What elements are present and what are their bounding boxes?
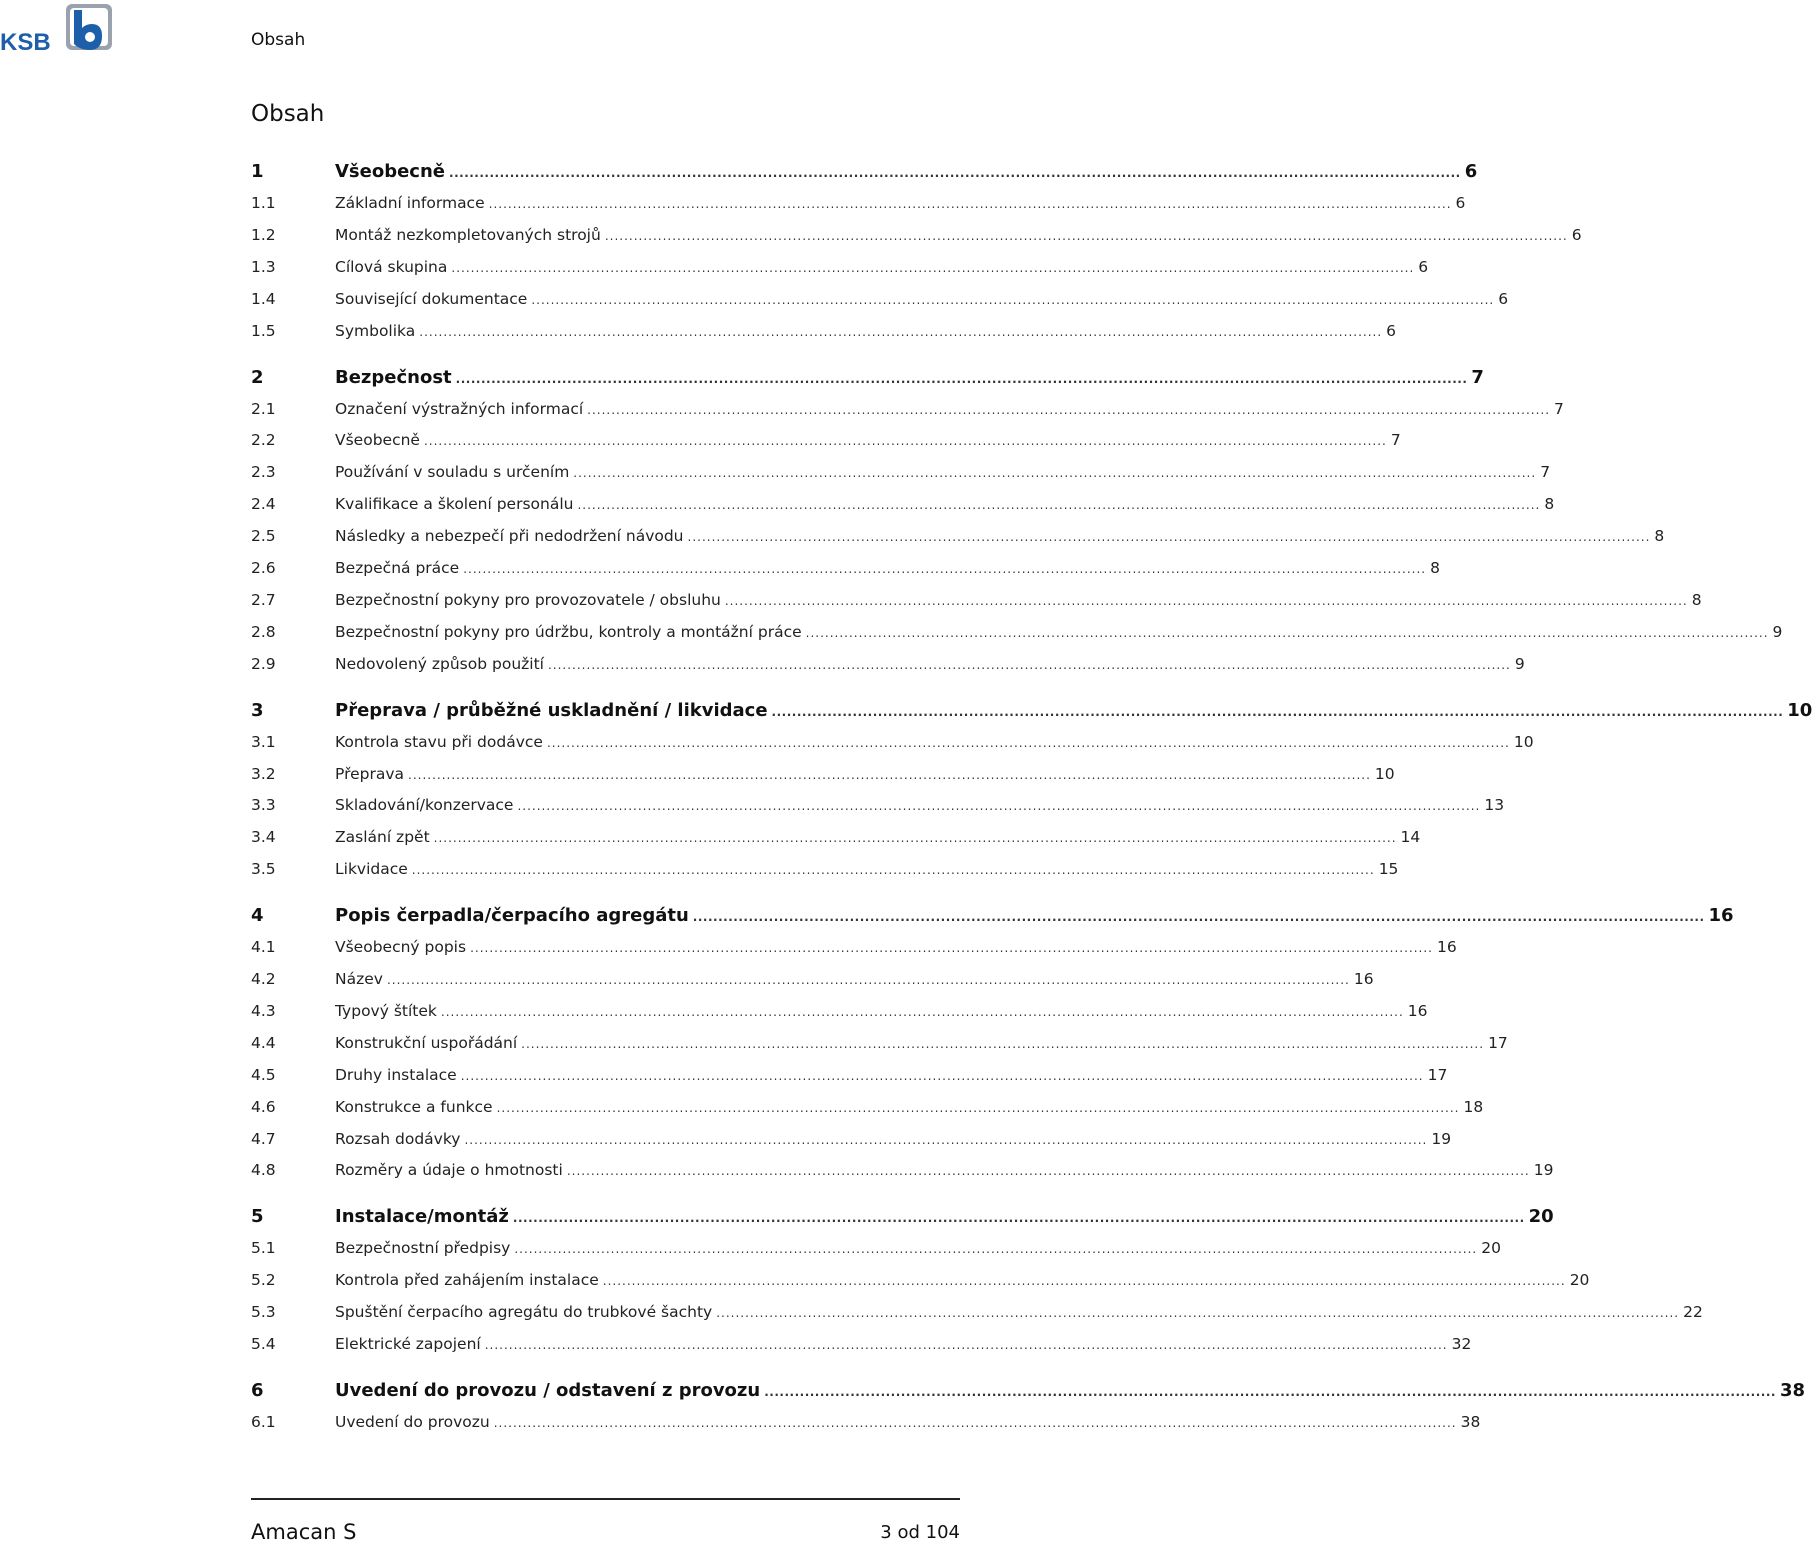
toc-chapter-entry[interactable]: [251, 152, 1478, 186]
toc-entry-page: 13: [1484, 796, 1505, 815]
toc-entry-page: 15: [1378, 860, 1399, 879]
toc-entry-number: 5: [251, 1206, 264, 1228]
toc-dot-leader: ........................................................................................................................................................................................................: [496, 1100, 1460, 1115]
toc-entry-number: 3.5: [251, 860, 276, 879]
toc-dot-leader: ........................................................................................................................................................................................................: [464, 1132, 1428, 1147]
toc-entry-page: 8: [1544, 495, 1555, 514]
toc-dot-leader: ........................................................................................................................................................................................................: [573, 466, 1537, 481]
toc-entry-number: 1.4: [251, 289, 276, 308]
toc-dot-leader: ........................................................................................................................................................................................................: [484, 1338, 1448, 1352]
toc-entry[interactable]: [251, 218, 1582, 248]
toc-entry[interactable]: [251, 1295, 1703, 1325]
toc-entry-title: Popis čerpadla/čerpacího agregátu: [335, 905, 689, 927]
toc-entry-number: 2.2: [251, 431, 276, 450]
toc-chapter-entry[interactable]: [251, 1197, 1554, 1231]
toc-entry-page: 16: [1708, 905, 1734, 927]
toc-entry-page: 6: [1571, 225, 1582, 244]
toc-entry-title: Elektrické zapojení: [335, 1335, 481, 1353]
toc-entry-page: 18: [1463, 1097, 1484, 1116]
toc-entry-page: 7: [1390, 431, 1401, 450]
toc-entry[interactable]: [251, 647, 1525, 677]
toc-dot-leader: ........................................................................................................................................................................................................: [493, 1415, 1457, 1430]
toc-entry-page: 6: [1498, 289, 1509, 308]
toc-dot-leader: ........................................................................................................................................................................................................: [724, 593, 1688, 608]
toc-entry-title: Všeobecně: [335, 431, 420, 450]
toc-entry-number: 3.3: [251, 796, 276, 815]
toc-entry-page: 16: [1436, 938, 1457, 957]
toc-dot-leader: ........................................................................................................................................................................................................: [566, 1164, 1530, 1179]
toc-entry-number: 4.3: [251, 1001, 276, 1020]
toc-entry[interactable]: [251, 820, 1421, 850]
toc-dot-leader: ........................................................................................................................................................................................................: [692, 910, 1705, 925]
toc-entry-page: 20: [1481, 1239, 1501, 1258]
toc-entry-number: 1.1: [251, 194, 276, 212]
toc-entry-title: Konstrukce a funkce: [335, 1097, 493, 1116]
toc-entry-page: 38: [1460, 1412, 1481, 1431]
toc-entry-title: Skladování/konzervace: [335, 796, 514, 815]
toc-entry-title: Všeobecně: [335, 161, 446, 182]
toc-entry[interactable]: [251, 994, 1428, 1024]
toc-entry[interactable]: [251, 1327, 1472, 1357]
toc-entry-page: 16: [1407, 1001, 1428, 1020]
toc-chapter-entry[interactable]: [251, 896, 1734, 930]
toc-entry-number: 3.1: [251, 732, 276, 751]
toc-entry[interactable]: [251, 930, 1457, 960]
toc-dot-leader: ........................................................................................................................................................................................................: [408, 767, 1371, 782]
toc-entry-number: 4.5: [251, 1065, 276, 1084]
toc-entry[interactable]: [251, 1026, 1508, 1056]
toc-entry-page: 8: [1691, 590, 1702, 609]
toc-entry[interactable]: [251, 519, 1665, 549]
toc-entry-page: 19: [1431, 1129, 1452, 1148]
toc-entry-title: Přeprava / průběžné uskladnění / likvidace: [335, 699, 768, 721]
toc-entry-number: 2.3: [251, 463, 276, 482]
toc-entry-title: Základní informace: [335, 194, 485, 212]
toc-entry[interactable]: [251, 1058, 1448, 1088]
toc-entry-page: 20: [1569, 1271, 1590, 1290]
toc-entry-title: Typový štítek: [335, 1001, 437, 1020]
toc-entry[interactable]: [251, 551, 1440, 581]
toc-entry-title: Bezpečnostní pokyny pro údržbu, kontroly a montážní práce: [335, 622, 802, 641]
toc-entry-number: 5.2: [251, 1271, 276, 1290]
toc-dot-leader: ........................................................................................................................................................................................................: [488, 197, 1452, 211]
toc-chapter-entry[interactable]: [251, 691, 1812, 725]
toc-dot-leader: ........................................................................................................................................................................................................: [514, 1242, 1478, 1257]
toc-dot-leader: ........................................................................................................................................................................................................: [764, 1384, 1776, 1399]
toc-entry-title: Následky a nebezpečí při nedodržení návodu: [335, 527, 684, 546]
toc-entry-title: Montáž nezkompletovaných strojů: [335, 225, 601, 244]
toc-entry[interactable]: [251, 423, 1401, 453]
toc-entry-page: 6: [1455, 194, 1466, 212]
toc-entry[interactable]: [251, 757, 1395, 787]
toc-entry-title: Cílová skupina: [335, 257, 448, 276]
toc-dot-leader: ........................................................................................................................................................................................................: [440, 1004, 1404, 1019]
toc-entry-page: 7: [1554, 399, 1564, 418]
toc-dot-leader: ........................................................................................................................................................................................................: [521, 1036, 1485, 1051]
toc-entry-number: 2.6: [251, 559, 276, 577]
toc-dot-leader: ........................................................................................................................................................................................................: [451, 260, 1415, 275]
toc-entry-number: 3: [251, 699, 264, 721]
toc-entry-title: Bezpečnostní pokyny pro provozovatele / obsluhu: [335, 590, 721, 609]
toc-entry-page: 14: [1400, 828, 1421, 847]
toc-entry-page: 6: [1386, 321, 1397, 340]
logo-text: KSB: [0, 29, 51, 56]
toc-entry-number: 4.6: [251, 1097, 276, 1116]
toc-entry-number: 3.4: [251, 828, 276, 847]
toc-dot-leader: ........................................................................................................................................................................................................: [687, 530, 1651, 545]
footer-page-indicator: 3 od 104: [880, 1522, 960, 1543]
toc-entry-title: Likvidace: [335, 860, 408, 879]
toc-entry-title: Rozsah dodávky: [335, 1129, 461, 1148]
toc-entry-title: Rozměry a údaje o hmotnosti: [335, 1161, 563, 1180]
toc-entry-number: 4.7: [251, 1129, 276, 1148]
toc-entry-page: 10: [1374, 764, 1395, 783]
toc-entry-title: Označení výstražných informací: [335, 399, 584, 418]
toc-entry-number: 2.8: [251, 622, 276, 641]
toc-entry-number: 2.9: [251, 654, 276, 673]
toc-dot-leader: ........................................................................................................................................................................................................: [463, 562, 1427, 576]
toc-entry-title: Související dokumentace: [335, 289, 528, 308]
toc-entry-page: 17: [1427, 1065, 1448, 1084]
toc-entry-number: 1.3: [251, 257, 276, 276]
toc-entry-page: 10: [1787, 699, 1812, 721]
toc-entry-title: Bezpečná práce: [335, 559, 460, 577]
toc-entry-title: Přeprava: [335, 764, 405, 783]
toc-dot-leader: ........................................................................................................................................................................................................: [423, 434, 1387, 449]
toc-entry-page: 16: [1353, 970, 1374, 988]
toc-dot-leader: ........................................................................................................................................................................................................: [512, 1211, 1525, 1226]
toc-entry[interactable]: [251, 1122, 1452, 1152]
toc-entry-title: Instalace/montáž: [335, 1206, 509, 1228]
toc-entry[interactable]: [251, 615, 1783, 645]
toc-entry[interactable]: [251, 725, 1534, 755]
toc-entry-title: Kontrola stavu při dodávce: [335, 732, 543, 751]
toc-entry[interactable]: [251, 962, 1374, 992]
toc-dot-leader: ........................................................................................................................................................................................................: [547, 657, 1511, 672]
toc-dot-leader: ........................................................................................................................................................................................................: [604, 228, 1568, 243]
toc-entry-title: Název: [335, 970, 383, 988]
toc-entry-page: 19: [1533, 1161, 1554, 1180]
toc-entry-title: Konstrukční uspořádání: [335, 1033, 518, 1052]
toc-entry[interactable]: [251, 1090, 1484, 1120]
toc-entry-number: 4.2: [251, 970, 276, 988]
footer-product-name: Amacan S: [251, 1520, 357, 1544]
toc-entry-number: 4.4: [251, 1033, 276, 1052]
toc-entry[interactable]: [251, 282, 1509, 312]
footer-divider: [251, 1498, 960, 1500]
toc-dot-leader: ........................................................................................................................................................................................................: [805, 625, 1769, 640]
toc-entry-page: 9: [1772, 622, 1783, 641]
toc-entry-page: 8: [1654, 527, 1665, 546]
toc-dot-leader: ........................................................................................................................................................................................................: [602, 1274, 1566, 1289]
toc-entry[interactable]: [251, 1153, 1554, 1183]
toc-entry-title: Kontrola před zahájením instalace: [335, 1271, 599, 1290]
toc-entry-title: Zaslání zpět: [335, 828, 430, 847]
toc-entry-title: Bezpečnost: [335, 366, 452, 388]
toc-entry-number: 1.2: [251, 225, 276, 244]
toc-entry-number: 5.3: [251, 1303, 276, 1322]
ksb-logo: [0, 4, 114, 54]
toc-entry-number: 4.8: [251, 1161, 276, 1180]
toc-dot-leader: ........................................................................................................................................................................................................: [546, 735, 1510, 750]
toc-dot-leader: ........................................................................................................................................................................................................: [449, 166, 1461, 180]
toc-entry[interactable]: [251, 314, 1397, 344]
toc-entry-title: Spuštění čerpacího agregátu do trubkové šachty: [335, 1303, 713, 1322]
toc-entry-number: 5.4: [251, 1335, 276, 1353]
toc-entry-title: Kvalifikace a školení personálu: [335, 495, 574, 514]
toc-entry[interactable]: [251, 487, 1555, 517]
toc-entry-number: 6.1: [251, 1412, 276, 1431]
toc-dot-leader: ........................................................................................................................................................................................................: [577, 498, 1541, 513]
header-title: Obsah: [251, 30, 306, 50]
toc-entry-page: 8: [1430, 559, 1440, 577]
toc-entry-page: 38: [1779, 1379, 1805, 1401]
toc-entry-number: 2.4: [251, 495, 276, 514]
toc-entry[interactable]: [251, 1231, 1501, 1261]
toc-entry-page: 20: [1528, 1206, 1554, 1228]
toc-entry[interactable]: [251, 186, 1466, 216]
toc-entry-number: 1.5: [251, 321, 276, 340]
page-title: Obsah: [251, 101, 325, 127]
toc-entry-number: 2: [251, 366, 264, 388]
toc-chapter-entry[interactable]: [251, 358, 1484, 392]
toc-dot-leader: ........................................................................................................................................................................................................: [470, 941, 1433, 956]
toc-entry[interactable]: [251, 250, 1429, 280]
toc-dot-leader: ........................................................................................................................................................................................................: [433, 831, 1397, 846]
toc-entry-number: 2.7: [251, 590, 276, 609]
toc-chapter-entry[interactable]: [251, 1371, 1805, 1405]
toc-dot-leader: ........................................................................................................................................................................................................: [411, 863, 1375, 878]
toc-entry-page: 6: [1464, 161, 1478, 182]
toc-entry[interactable]: [251, 1405, 1481, 1435]
toc-entry-page: 9: [1514, 654, 1525, 673]
toc-entry-title: Všeobecný popis: [335, 938, 467, 957]
toc-dot-leader: ........................................................................................................................................................................................................: [386, 973, 1350, 987]
toc-entry-title: Druhy instalace: [335, 1065, 457, 1084]
toc-entry-number: 4.1: [251, 938, 276, 957]
toc-entry-number: 4: [251, 905, 264, 927]
toc-entry[interactable]: [251, 788, 1505, 818]
toc-dot-leader: ........................................................................................................................................................................................................: [587, 402, 1551, 417]
toc-entry-number: 6: [251, 1379, 264, 1401]
toc-entry-title: Používání v souladu s určením: [335, 463, 570, 482]
toc-entry-title: Uvedení do provozu / odstavení z provozu: [335, 1379, 761, 1401]
toc-entry-title: Bezpečnostní předpisy: [335, 1239, 511, 1258]
toc-entry[interactable]: [251, 852, 1399, 882]
toc-entry[interactable]: [251, 1263, 1590, 1293]
toc-entry-number: 3.2: [251, 764, 276, 783]
toc-entry-page: 22: [1683, 1303, 1703, 1322]
toc-entry-page: 32: [1451, 1335, 1472, 1353]
toc-entry[interactable]: [251, 455, 1551, 485]
toc-entry-title: Nedovolený způsob použití: [335, 654, 544, 673]
toc-entry-number: 2.5: [251, 527, 276, 546]
toc-entry-number: 5.1: [251, 1239, 276, 1258]
toc-dot-leader: ........................................................................................................................................................................................................: [419, 324, 1383, 339]
toc-entry-number: 1: [251, 161, 264, 182]
toc-dot-leader: ........................................................................................................................................................................................................: [460, 1068, 1424, 1083]
toc-entry-page: 17: [1488, 1033, 1508, 1052]
toc-entry-title: Uvedení do provozu: [335, 1412, 490, 1431]
toc-entry-page: 7: [1471, 366, 1484, 388]
toc-entry-page: 6: [1418, 257, 1429, 276]
toc-entry[interactable]: [251, 392, 1564, 422]
toc-entry[interactable]: [251, 583, 1702, 613]
toc-dot-leader: ........................................................................................................................................................................................................: [716, 1306, 1680, 1321]
toc-dot-leader: ........................................................................................................................................................................................................: [455, 371, 1468, 386]
toc-dot-leader: ........................................................................................................................................................................................................: [531, 292, 1495, 307]
toc-entry-number: 2.1: [251, 399, 276, 418]
toc-dot-leader: ........................................................................................................................................................................................................: [771, 704, 1784, 719]
toc-entry-title: Symbolika: [335, 321, 416, 340]
toc-dot-leader: ........................................................................................................................................................................................................: [517, 799, 1481, 814]
toc-entry-page: 10: [1513, 732, 1534, 751]
toc-entry-page: 7: [1540, 463, 1551, 482]
